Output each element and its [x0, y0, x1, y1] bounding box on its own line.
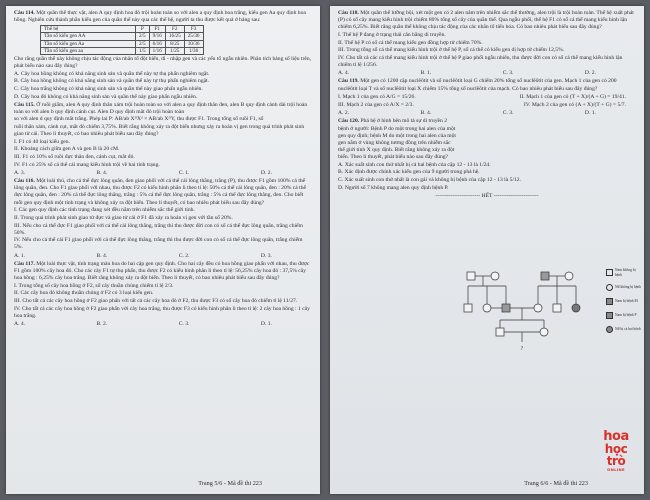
question-118-number: Câu 118. [338, 10, 359, 16]
table-cell: 8/25 [165, 40, 184, 47]
page-6-footer: Trang 6/6 - Mã đề thi 223 [524, 480, 588, 487]
statement: II. Trong quá trình phát sinh giao tử đực và giao tử cái ở F1 đã xảy ra hoán vị gen với tần số 20%. [14, 214, 233, 221]
pedigree-male-affected [502, 304, 510, 312]
option-c: C. 1. [178, 169, 190, 176]
page-5-footer: Trang 5/6 - Mã đề thi 223 [198, 480, 262, 487]
statement: III. Nếu cho cá thể đực F1 giao phối với cá thể cái lông thẳng, trắng thì thu được đời con có số cá thể đực lông quăn, trắng chiếm 50%. [14, 222, 303, 236]
question-114-line: Cho rằng quần thể này không chịu tác động của nhân tố đột biến, di - nhập gen và các yếu tố ngẫu nhiên. Phân tích bảng số liệu trên, phát biểu nào sau đây đúng? [14, 56, 312, 70]
legend-label: Nữ không bị bệnh [615, 285, 642, 290]
table-row [41, 40, 204, 47]
option-b: B. 4. [420, 110, 432, 117]
question-117-options [14, 321, 312, 328]
pedigree-male-affected [541, 272, 549, 280]
answer-choice: C. Cây hoa trắng không có khả năng sinh sản và quần thể này giao phấn ngẫu nhiên. [14, 86, 203, 93]
answer-choice: A. Xác suất sinh con thứ nhất bị cả hai bệnh của cặp 12 - 13 là 1/24. [338, 161, 491, 168]
male-symbol-icon [606, 269, 613, 276]
pedigree-male [467, 272, 475, 280]
option-a: A. 4. [338, 70, 350, 77]
statement: II. Thế hệ P có số cá thể mang kiểu gen đồng hợp tử chiếm 70%. [338, 39, 483, 46]
option-b: B. 4. [96, 169, 108, 176]
question-114 [14, 10, 312, 24]
answer-choice: D. Cây hoa đỏ không có khả năng sinh sản và quần thể này giao phấn ngẫu nhiên. [14, 93, 198, 100]
statement: III. Trong tổng số cá thể mang kiểu hình trội ở thế hệ P, số cá thể có kiểu gen dị hợp tử chiếm 12,5%. [338, 47, 565, 54]
question-119-number: Câu 119. [338, 78, 359, 85]
pedigree-male [496, 328, 504, 336]
table-cell: 2/5 [136, 40, 150, 47]
question-116-number: Câu 116. [14, 178, 35, 185]
option-c: C. 3. [502, 70, 514, 77]
table-header-row [41, 26, 204, 33]
statement: II. Các cây hoa đỏ không thuần chủng ở F2 có 3 loại kiểu gen. [14, 290, 154, 297]
female-symbol-icon [606, 284, 613, 291]
option-c: C. 3. [178, 320, 190, 327]
legend-label: Nam không bị bệnh [615, 268, 636, 277]
table-cell: 9/16 [149, 33, 165, 40]
legend-label: Nữ bị cả hai bệnh [615, 327, 641, 332]
option-d: D. 1. [260, 320, 272, 327]
exam-page-5 [6, 6, 320, 494]
legend-item [606, 268, 642, 277]
table-cell: Tần số kiểu gen AA [41, 33, 136, 40]
option-b: B. 1. [420, 70, 432, 77]
question-116-options [14, 253, 312, 260]
question-119-text: Một gen có 1200 cặp nuclêôtit và số nuclêôtit loại G chiếm 20% tổng số nuclêôtit của gen. Mạch 1 của gen có 200 nuclêôtit loại T và số nuclêôtit loại X chiếm 15% tổng số nuclêôtit của mạch. Có bao nhiêu phát biểu sau đây đúng? [338, 78, 617, 92]
option-a: A. 2. [338, 110, 350, 117]
question-115-line: so với alen d quy định mắt trắng. Phép lai P: AB/ab XᴰXᵈ × AB/ab XᴰY, thu được F1. Trong tổng số ruồi F1, số [14, 116, 264, 123]
option-a: A. 4. [14, 320, 26, 327]
question-116-text: Một loài thú, cho cá thể đực lông quăn, đen giao phối với cá thể cái lông thẳng, trắng (P), thu được F1 gồm 100% cá thể lông quăn, đen. Cho F1 giao phối với nhau, thu được F2 có kiểu hình phân li theo tỉ lệ: 50% cá thể cái lông quăn, đen : 20% cá thể đực lông quăn, đen : 20% cá thể đực lông thẳng, trắng : 5% cá thể đực lông quăn, trắng : 5% cá thể đực lông thẳng, đen. Cho biết mỗi gen quy định một tính trạng và không xảy ra đột biến. Theo lí thuyết, có bao nhiêu phát biểu sau đây đúng? [14, 178, 306, 206]
answer-choice: A. Cây hoa hồng không có khả năng sinh sản và quần thể này tự thụ phấn nghiêm ngặt. [14, 70, 210, 77]
option-c: C. 2. [178, 252, 190, 259]
question-117-text: Một loài thực vật, tính trạng màu hoa do hai cặp gen quy định. Cho hai cây đều có hoa hồng giao phấn với nhau, thu được F1 gồm 100% cây hoa đỏ. Cho các cây F1 tự thụ phấn, thu được F2 có kiểu hình phân li theo tỉ lệ: 56,25% cây hoa đỏ : 37,5% cây hoa hồng : 6,25% cây hoa trắng. Biết rằng không xảy ra đột biến. Theo lí thuyết, có bao nhiêu phát biểu sau đây đúng? [14, 260, 310, 281]
question-115-line: ruồi thân xám, cánh cụt, mắt đỏ chiếm 3,75%. Biết rằng không xảy ra đột biến nhưng xảy ra hoán vị gen trong quá trình phát sinh giao tử cái. Theo lí thuyết, có bao nhiêu phát biểu sau đây đúng? [14, 124, 305, 138]
statement: I. Mạch 1 của gen có A/G = 15/26. [338, 93, 416, 100]
question-116 [14, 178, 312, 206]
table-cell: Tần số kiểu gen aa [41, 47, 136, 54]
pedigree-female [483, 304, 491, 312]
answer-choice: D. Người số 7 không mang alen quy định bệnh P. [338, 184, 449, 191]
pedigree-legend [606, 268, 642, 340]
statement: IV. Cho tất cả các cá thể mang kiểu hình trội ở thế hệ P giao phối ngẫu nhiên, thu được đời con có số cá thể mang kiểu hình lặn chiếm tỉ lệ 1/256. [338, 54, 623, 69]
table-cell: 1/5 [136, 47, 150, 54]
statement: II. Khoảng cách giữa gen A và gen B là 20 cM. [14, 146, 120, 153]
option-c: C. 3. [502, 110, 514, 117]
statement: IV. Mạch 2 của gen có (A + X)/(T + G) = 5/7. [523, 101, 626, 108]
option-a: A. 3. [14, 169, 26, 176]
option-d: D. 2. [260, 169, 272, 176]
pedigree-female [534, 304, 542, 312]
genotype-frequency-table [40, 25, 204, 55]
question-114-number: Câu 114. [14, 10, 35, 16]
table-row [41, 33, 204, 40]
table-cell: Thế hệ [41, 26, 136, 33]
legend-item [606, 298, 642, 305]
table-cell: P [136, 26, 150, 33]
pedigree-male [553, 304, 561, 312]
question-120-number: Câu 120. [338, 118, 360, 125]
statement: IV. Nếu cho cá thể cái F1 giao phối với cá thể đực lông thẳng, trắng thì thu được đời con có số cá thể đực lông quăn, trắng chiếm 5%. [14, 237, 303, 251]
question-120-text: Phả hệ ở hình bên mô tả sự di truyền 2 bệnh ở người: Bệnh P do một trong hai alen của một gen quy định; bệnh M do một trong hai alen của một gen nằm ở vùng không tương đồng trên nhiễm sắc thể giới tính X quy định. Biết rằng không xảy ra đột biến. Theo lí thuyết, phát biểu nào sau đây đúng? [338, 118, 456, 160]
exam-page-6 [330, 6, 644, 494]
table-cell: Tần số kiểu gen Aa [41, 40, 136, 47]
legend-label: Nam bị bệnh M [615, 299, 638, 304]
question-115-text: Ở ruồi giấm, alen A quy định thân xám trội hoàn toàn so với alen a quy định thân đen, alen B quy định cánh dài trội hoàn toàn so với alen b quy định cánh cụt. Alen D quy định mắt đỏ trội hoàn toàn [14, 101, 308, 115]
page-6-content [338, 10, 636, 200]
affected-female-icon [606, 326, 613, 333]
question-119 [338, 78, 636, 92]
statement: III. Cho tất cả các cây hoa hồng ở F2 giao phấn với tất cả các cây hoa đỏ ở F2, thu được F3 có số cây hoa đỏ chiếm tỉ lệ 11/27. [14, 298, 298, 305]
table-cell: F2 [165, 26, 184, 33]
pedigree-female [491, 272, 499, 280]
answer-choice: B. Cây hoa hồng không có khả năng sinh sản và quần thể này tự thụ phấn nghiêm ngặt. [14, 78, 210, 85]
question-118-text: Một quần thể lưỡng bội, xét một gen có 2 alen nằm trên nhiễm sắc thể thường, alen trội là trội hoàn toàn. Thế hệ xuất phát (P) có số cây mang kiểu hình trội chiếm 80% tổng số cây của quần thể. Qua ngẫu phối, thế hệ F1 có số cá thể mang kiểu hình lặn chiếm 6,25%. Biết rằng quần thể không chịu tác động của các nhân tố tiến hóa. Có bao nhiêu phát biểu sau đây đúng? [338, 10, 634, 31]
statement: I. Thế hệ P đang ở trạng thái cân bằng di truyền. [338, 31, 446, 38]
hoahoctro-logo [594, 431, 638, 472]
answer-choice: B. Xác định được chính xác kiểu gen của 9 người trong phả hệ. [338, 169, 480, 176]
statement: I. Các gen quy định các tính trạng đang xét đều nằm trên nhiễm sắc thể giới tính. [14, 207, 195, 214]
pedigree-diagram [458, 268, 598, 356]
table-cell: 16/25 [165, 33, 184, 40]
pedigree-female-affected [572, 304, 580, 312]
statement: IV. Cho tất cả các cây hoa hồng ở F2 giao phấn với cây hoa trắng, thu được F3 có kiểu hình phân li theo tỉ lệ: 2 cây hoa hồng : 1 cây hoa trắng. [14, 305, 310, 319]
logo-text-3: ONLINE [607, 467, 625, 472]
question-115-options [14, 170, 312, 177]
table-cell: 2/5 [136, 33, 150, 40]
question-118 [338, 10, 636, 31]
question-119-statements-row-1 [338, 94, 636, 101]
affected-male-p-icon [606, 312, 613, 319]
question-114-text: Một quần thể thực vật, alen A quy định hoa đỏ trội hoàn toàn so với alen a quy định hoa trắng, kiểu gen Aa quy định hoa hồng. Nghiên cứu thành phần kiểu gen của quần thể này qua các thế hệ, người ta thu được kết quả ở bảng sau: [14, 10, 306, 24]
option-a: A. 1. [14, 252, 26, 259]
table-cell: 6/16 [149, 40, 165, 47]
question-117 [14, 261, 312, 282]
logo-text-1: hoa [603, 429, 629, 444]
option-b: B. 4. [96, 252, 108, 259]
end-divider: ------------------------ HẾT ------------------------ [435, 192, 539, 199]
statement: II. Mạch 1 của gen có (T + X)/(A + G) = 19/41. [519, 93, 626, 100]
pedigree-male [464, 304, 472, 312]
table-cell: 1/36 [184, 47, 203, 54]
option-d: D. 2. [584, 70, 596, 77]
legend-item [606, 326, 642, 333]
question-115 [14, 102, 312, 116]
statement: IV. F1 có 25% số cá thể cái mang kiểu hình trội về hai tính trạng. [14, 161, 160, 168]
statement: III. F1 có 10% số ruồi đực thân đen, cánh cụt, mắt đỏ. [14, 154, 135, 161]
legend-item [606, 312, 642, 319]
table-cell: F3 [184, 26, 203, 33]
statement: I. Trong tổng số cây hoa hồng ở F2, số cây thuần chủng chiếm tỉ lệ 2/3. [14, 282, 174, 289]
table-row [41, 47, 204, 54]
question-119-statements-row-2 [338, 102, 636, 109]
pedigree-female [540, 328, 548, 336]
option-d: D. 3. [260, 252, 272, 259]
affected-male-m-icon [606, 298, 613, 305]
legend-label: Nam bị bệnh P [615, 313, 637, 318]
question-117-number: Câu 117. [14, 260, 35, 267]
statement: I. F1 có 40 loại kiểu gen. [14, 138, 70, 145]
table-cell: 1/25 [165, 47, 184, 54]
table-cell: 10/36 [184, 40, 203, 47]
question-119-options [338, 110, 636, 117]
table-cell: F1 [149, 26, 165, 33]
table-cell: 25/36 [184, 33, 203, 40]
table-cell: 1/16 [149, 47, 165, 54]
question-115-number: Câu 115. [14, 101, 35, 108]
answer-choice: C. Xác suất sinh con thứ nhất là con gái và không bị bệnh của cặp 12 - 13 là 5/12. [338, 176, 521, 183]
statement: III. Mạch 2 của gen có A/X = 2/3. [338, 101, 414, 108]
option-b: B. 2. [96, 320, 108, 327]
logo-text-2: học trò [604, 442, 628, 468]
legend-item [606, 284, 642, 291]
svg-text:?: ? [520, 346, 524, 352]
option-d: D. 1. [584, 110, 596, 117]
question-120 [338, 118, 456, 161]
page-5-content [14, 10, 312, 329]
pedigree-female [565, 272, 573, 280]
question-118-options [338, 70, 636, 77]
